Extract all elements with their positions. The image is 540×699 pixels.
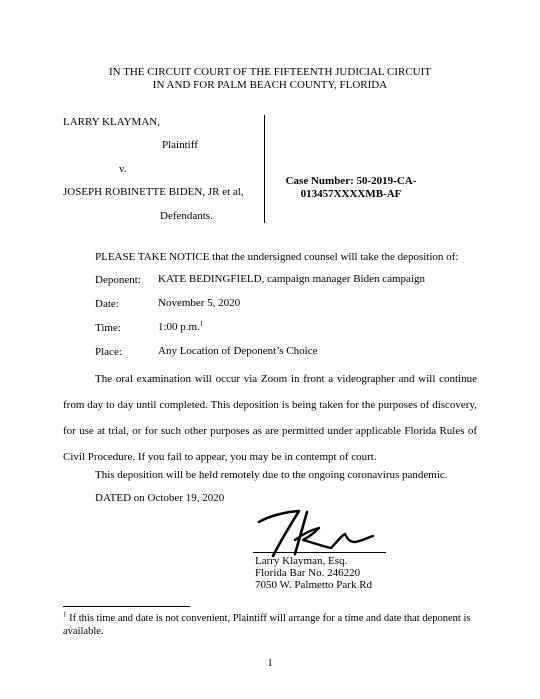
signer-name: Larry Klayman, Esq. [255, 555, 348, 567]
date-value: November 5, 2020 [158, 297, 241, 309]
footnote [63, 612, 477, 638]
plaintiff-role: Plaintiff [162, 139, 198, 151]
defendant-name: JOSEPH ROBINETTE BIDEN, JR et al, [63, 186, 244, 198]
signature-line [253, 552, 386, 553]
notice-intro: PLEASE TAKE NOTICE that the undersigned counsel will take the deposition of: [95, 251, 459, 263]
case-number-line1: Case Number: 50-2019-CA- [285, 175, 417, 187]
footnote-text: If this time and date is not convenient, Plaintiff will arrange for a time and date that deponent is available. [63, 613, 471, 637]
deponent-label: Deponent: [95, 274, 141, 286]
court-heading-line1: IN THE CIRCUIT COURT OF THE FIFTEENTH JUDICIAL CIRCUIT [108, 66, 431, 78]
signer-address: 7050 W. Palmetto Park Rd [255, 579, 373, 591]
date-label: Date: [95, 298, 119, 310]
plaintiff-name: LARRY KLAYMAN, [63, 116, 160, 128]
court-heading-line2: IN AND FOR PALM BEACH COUNTY, FLORIDA [152, 79, 388, 91]
defendant-role: Defendants. [160, 210, 213, 222]
time-value [158, 321, 203, 333]
footnote-mark: 1 [63, 610, 67, 619]
remote-notice-paragraph: This deposition will be held remotely due to the ongoing coronavirus pandemic. [95, 469, 448, 481]
time-label: Time: [95, 322, 121, 334]
versus-label: v. [119, 163, 127, 175]
place-label: Place: [95, 346, 122, 358]
page-number: 1 [267, 657, 273, 669]
caption-divider [264, 115, 265, 223]
footnote-separator [63, 606, 190, 607]
examination-paragraph: The oral examination will occur via Zoom in front a videographer and will continue from day to day until completed. This deposition is being taken for the purposes of discovery, for use at trial, or for such other purposes as are permitted under applicable Florida Rules of Civil Procedure. If you fail to appear, you may be in contempt of court. [63, 373, 477, 463]
footnote-reference: 1 [199, 319, 204, 328]
dated-line: DATED on October 19, 2020 [95, 492, 225, 504]
signer-bar-number: Florida Bar No. 246220 [255, 567, 361, 579]
deponent-value: KATE BEDINGFIELD, campaign manager Biden campaign [158, 273, 425, 285]
place-value: Any Location of Deponent’s Choice [158, 345, 318, 357]
case-number-line2: 013457XXXXMB-AF [300, 188, 402, 200]
time-value-text: 1:00 p.m. [158, 321, 200, 333]
